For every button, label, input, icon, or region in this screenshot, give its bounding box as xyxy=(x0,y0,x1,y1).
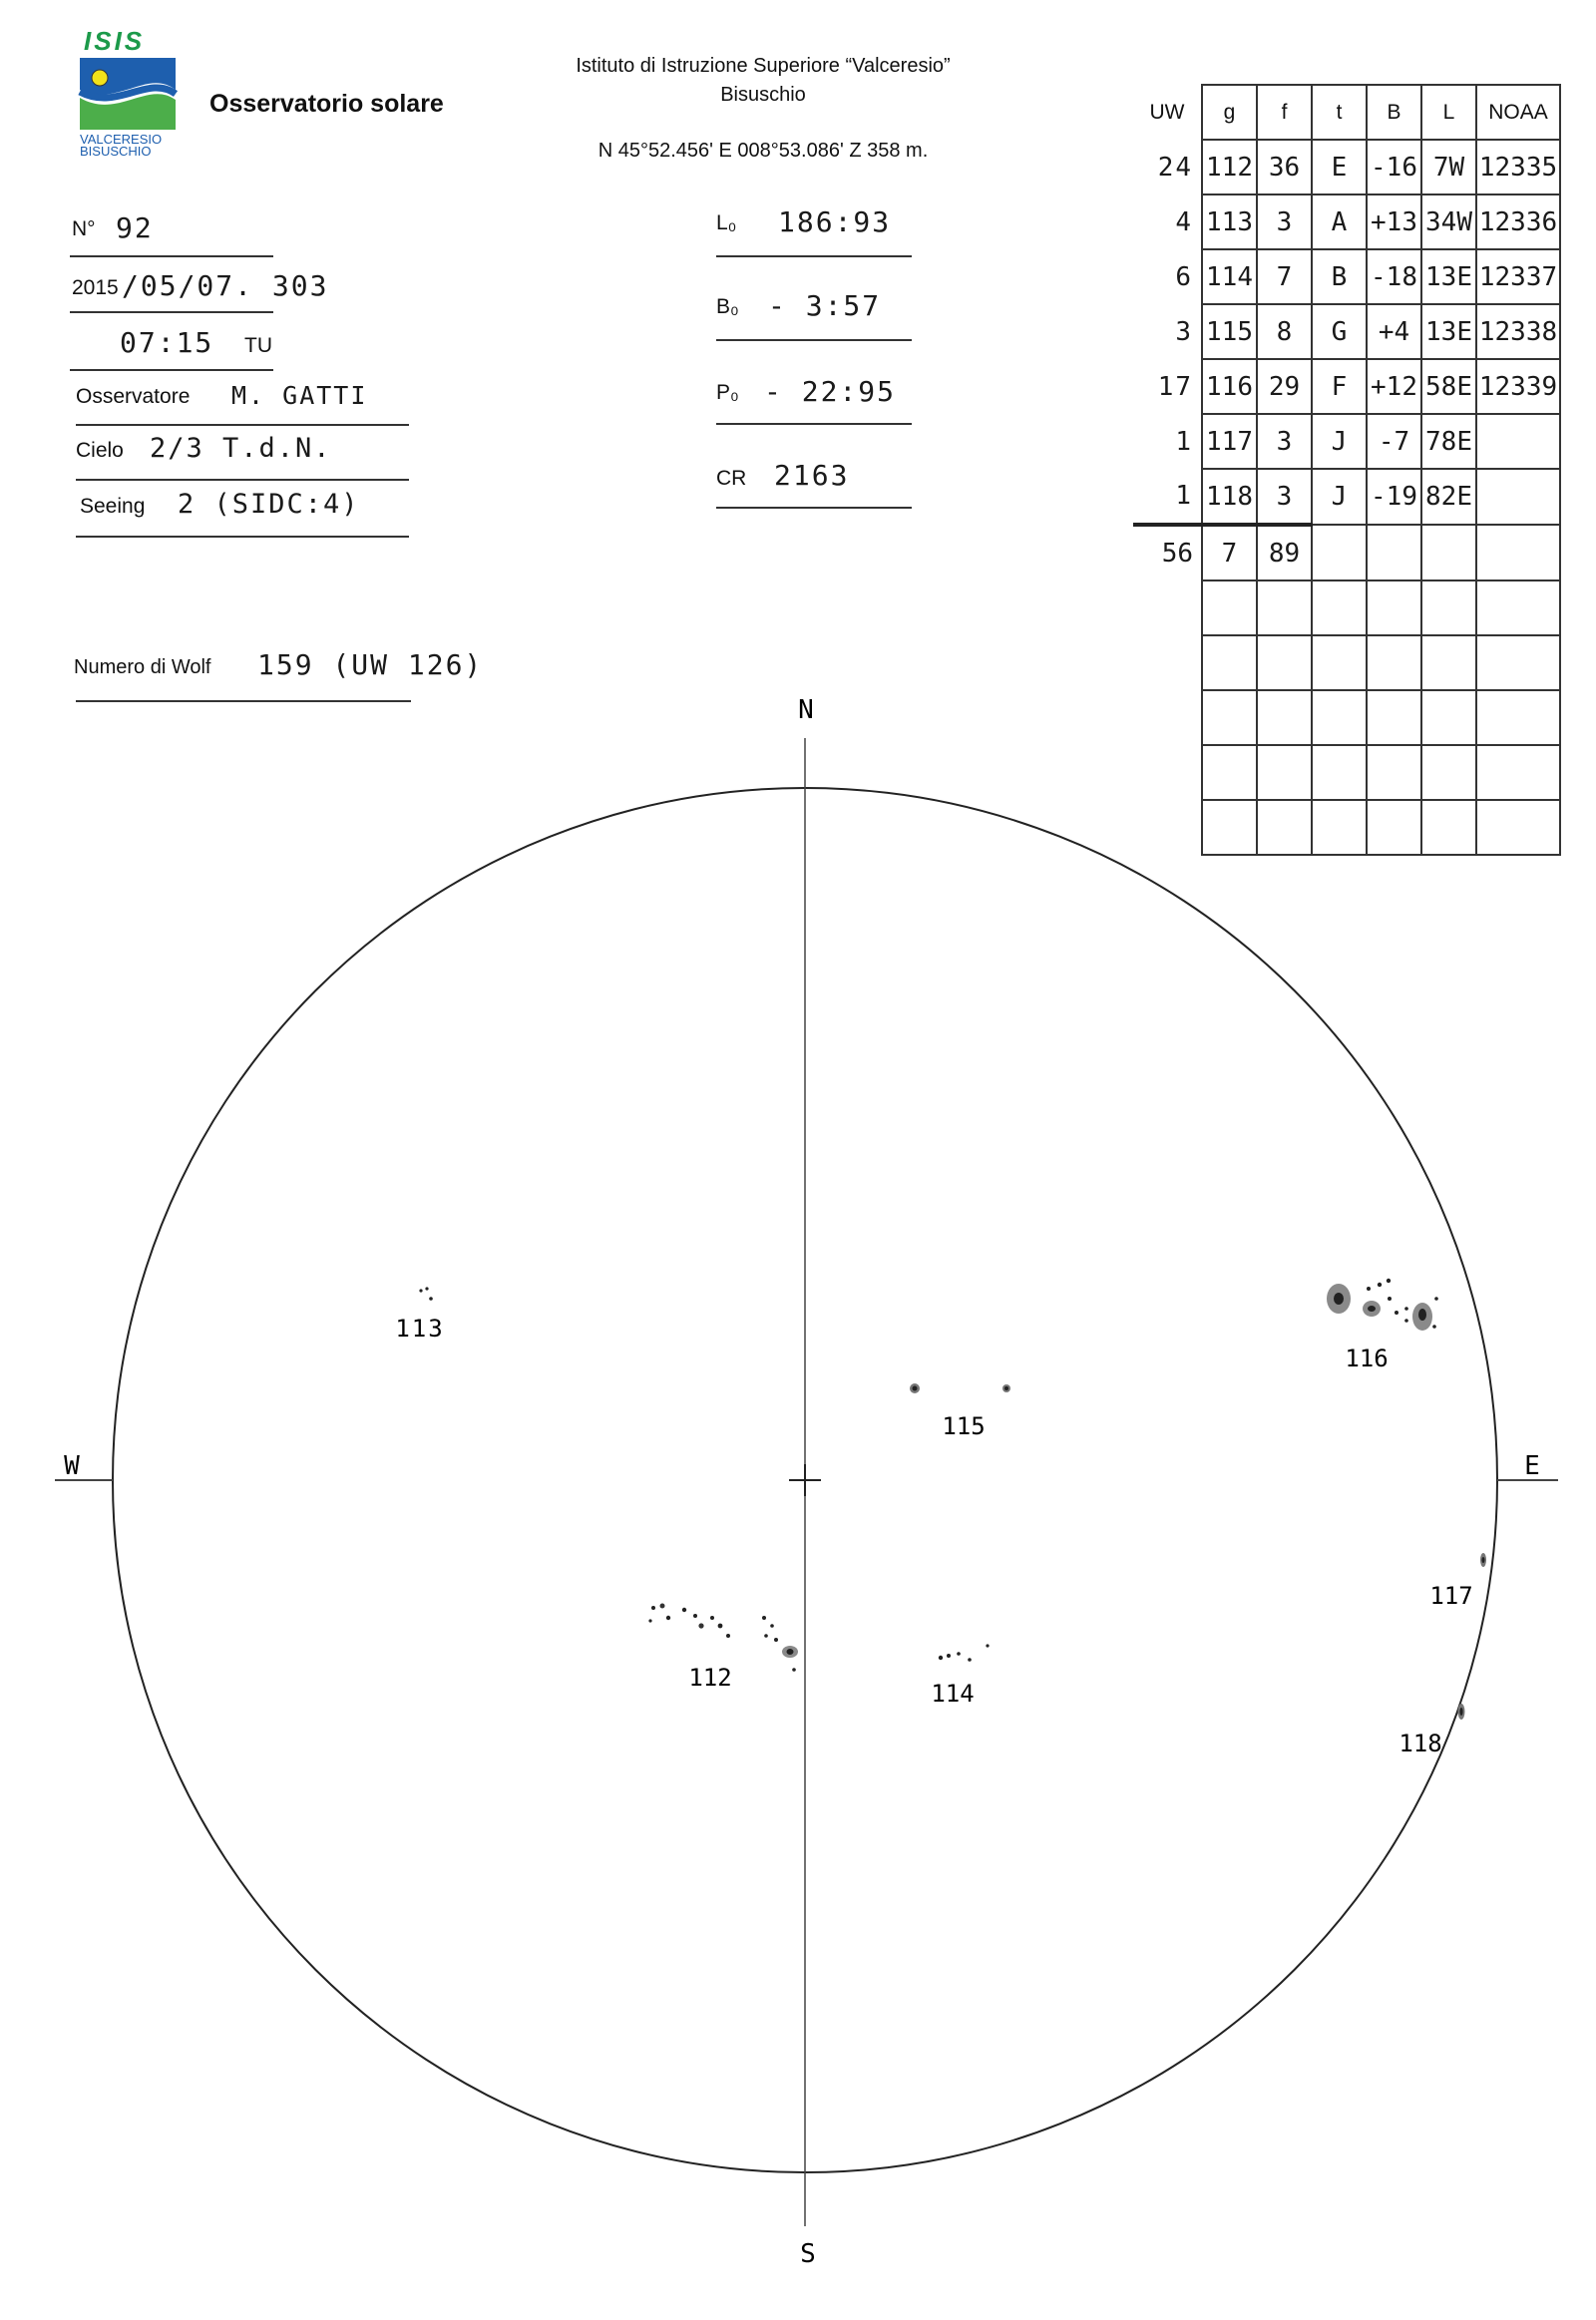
cell-uw: 3 xyxy=(1175,316,1193,347)
cell-uw: 6 xyxy=(1175,261,1193,292)
group-label-113: 113 xyxy=(395,1315,445,1343)
observer-name: M. GATTI xyxy=(231,381,368,410)
group-label-117: 117 xyxy=(1429,1582,1473,1610)
sunspot-group-113 xyxy=(419,1287,432,1300)
cell-f: 29 xyxy=(1257,359,1312,414)
sunspot-group-116 xyxy=(1327,1279,1438,1331)
north-label: N xyxy=(798,695,814,725)
cell-t: F xyxy=(1312,359,1367,414)
sky-label: Cielo xyxy=(76,439,124,462)
l0-value: 186:93 xyxy=(778,205,892,238)
p0-value: - 22:95 xyxy=(764,375,897,408)
total-g: 7 xyxy=(1202,525,1257,580)
col-header-noaa: NOAA xyxy=(1476,85,1560,140)
cell-t: J xyxy=(1312,414,1367,469)
observer-label: Osservatore xyxy=(76,385,191,408)
cell-uw: 1 xyxy=(1175,426,1193,457)
seeing-value: 2 (SIDC:4) xyxy=(178,489,360,520)
cell-t: J xyxy=(1312,469,1367,525)
b0-value: - 3:57 xyxy=(768,289,882,322)
group-label-115: 115 xyxy=(942,1412,986,1440)
carrington-label: CR xyxy=(716,467,747,490)
cell-g: 112 xyxy=(1202,140,1257,194)
cell-f: 3 xyxy=(1257,194,1312,249)
p0-label: P₀ xyxy=(716,381,739,404)
cell-noaa: 12336 xyxy=(1476,194,1560,249)
cell-f: 36 xyxy=(1257,140,1312,194)
cell-t: A xyxy=(1312,194,1367,249)
cell-g: 118 xyxy=(1202,469,1257,525)
cell-f: 8 xyxy=(1257,304,1312,359)
total-f: 89 xyxy=(1257,525,1312,580)
group-label-112: 112 xyxy=(688,1664,732,1692)
west-label: W xyxy=(64,1451,80,1481)
cell-f: 3 xyxy=(1257,469,1312,525)
cell-l: 13E xyxy=(1421,304,1476,359)
cell-g: 117 xyxy=(1202,414,1257,469)
wolf-number: 159 (UW 126) xyxy=(257,648,484,681)
l0-label: L₀ xyxy=(716,211,737,234)
col-header-t: t xyxy=(1312,85,1367,140)
col-header-f: f xyxy=(1257,85,1312,140)
cell-b: +12 xyxy=(1367,359,1421,414)
cell-f: 3 xyxy=(1257,414,1312,469)
cell-uw: 4 xyxy=(1175,206,1193,237)
cell-b: -7 xyxy=(1367,414,1421,469)
col-header-b: B xyxy=(1367,85,1421,140)
cell-uw: 1 xyxy=(1175,481,1193,511)
east-label: E xyxy=(1524,1451,1540,1481)
cell-f: 7 xyxy=(1257,249,1312,304)
logo-caption-2: BISUSCHIO xyxy=(80,144,152,158)
sunspot-group-118 xyxy=(1458,1704,1465,1720)
carrington-rotation: 2163 xyxy=(774,459,850,492)
wolf-label: Numero di Wolf xyxy=(74,656,211,678)
cell-g: 113 xyxy=(1202,194,1257,249)
col-header-g: g xyxy=(1202,85,1257,140)
sunspot-group-117 xyxy=(1480,1553,1486,1567)
cell-b: +13 xyxy=(1367,194,1421,249)
south-label: S xyxy=(800,2239,816,2269)
cell-l: 78E xyxy=(1421,414,1476,469)
sunspot-group-112 xyxy=(648,1604,798,1672)
group-label-116: 116 xyxy=(1345,1345,1389,1372)
col-header-l: L xyxy=(1421,85,1476,140)
b0-label: B₀ xyxy=(716,295,739,318)
cell-noaa: 12338 xyxy=(1476,304,1560,359)
cell-t: B xyxy=(1312,249,1367,304)
cell-l: 7W xyxy=(1421,140,1476,194)
cell-uw: 17 xyxy=(1157,371,1193,402)
cell-b: -18 xyxy=(1367,249,1421,304)
svg-text:ISIS: ISIS xyxy=(84,28,146,56)
observatory-coordinates: N 45°52.456' E 008°53.086' Z 358 m. xyxy=(598,140,929,162)
cell-l: 58E xyxy=(1421,359,1476,414)
cell-t: E xyxy=(1312,140,1367,194)
total-uw: 56 xyxy=(1133,525,1202,580)
seeing-label: Seeing xyxy=(80,495,146,518)
cell-uw: 24 xyxy=(1157,152,1193,183)
observation-time: 07:15 xyxy=(120,326,214,359)
cell-noaa: 12337 xyxy=(1476,249,1560,304)
cell-g: 114 xyxy=(1202,249,1257,304)
cell-l: 82E xyxy=(1421,469,1476,525)
page-title: Osservatorio solare xyxy=(209,90,444,118)
group-label-118: 118 xyxy=(1398,1730,1442,1757)
time-unit: TU xyxy=(244,334,272,357)
logo-caption-1: VALCERESIO xyxy=(80,132,163,147)
observation-number: 92 xyxy=(116,211,154,244)
cell-l: 13E xyxy=(1421,249,1476,304)
col-header-uw: UW xyxy=(1149,100,1185,124)
sunspot-group-114 xyxy=(939,1644,990,1661)
group-label-114: 114 xyxy=(931,1680,975,1708)
cell-t: G xyxy=(1312,304,1367,359)
institute-town: Bisuschio xyxy=(720,84,806,106)
number-label: N° xyxy=(72,217,96,240)
cell-g: 116 xyxy=(1202,359,1257,414)
cell-noaa: 12339 xyxy=(1476,359,1560,414)
cell-g: 115 xyxy=(1202,304,1257,359)
cell-b: -19 xyxy=(1367,469,1421,525)
cell-l: 34W xyxy=(1421,194,1476,249)
date-prefix: 2015 xyxy=(72,276,119,299)
institute-name: Istituto di Istruzione Superiore “Valceresio” xyxy=(576,55,951,77)
cell-noaa: 12335 xyxy=(1476,140,1560,194)
cell-b: -16 xyxy=(1367,140,1421,194)
sky-condition: 2/3 T.d.N. xyxy=(150,433,332,464)
sunspot-group-115 xyxy=(910,1383,1010,1393)
cell-b: +4 xyxy=(1367,304,1421,359)
observation-date: /05/07. 303 xyxy=(122,269,329,302)
